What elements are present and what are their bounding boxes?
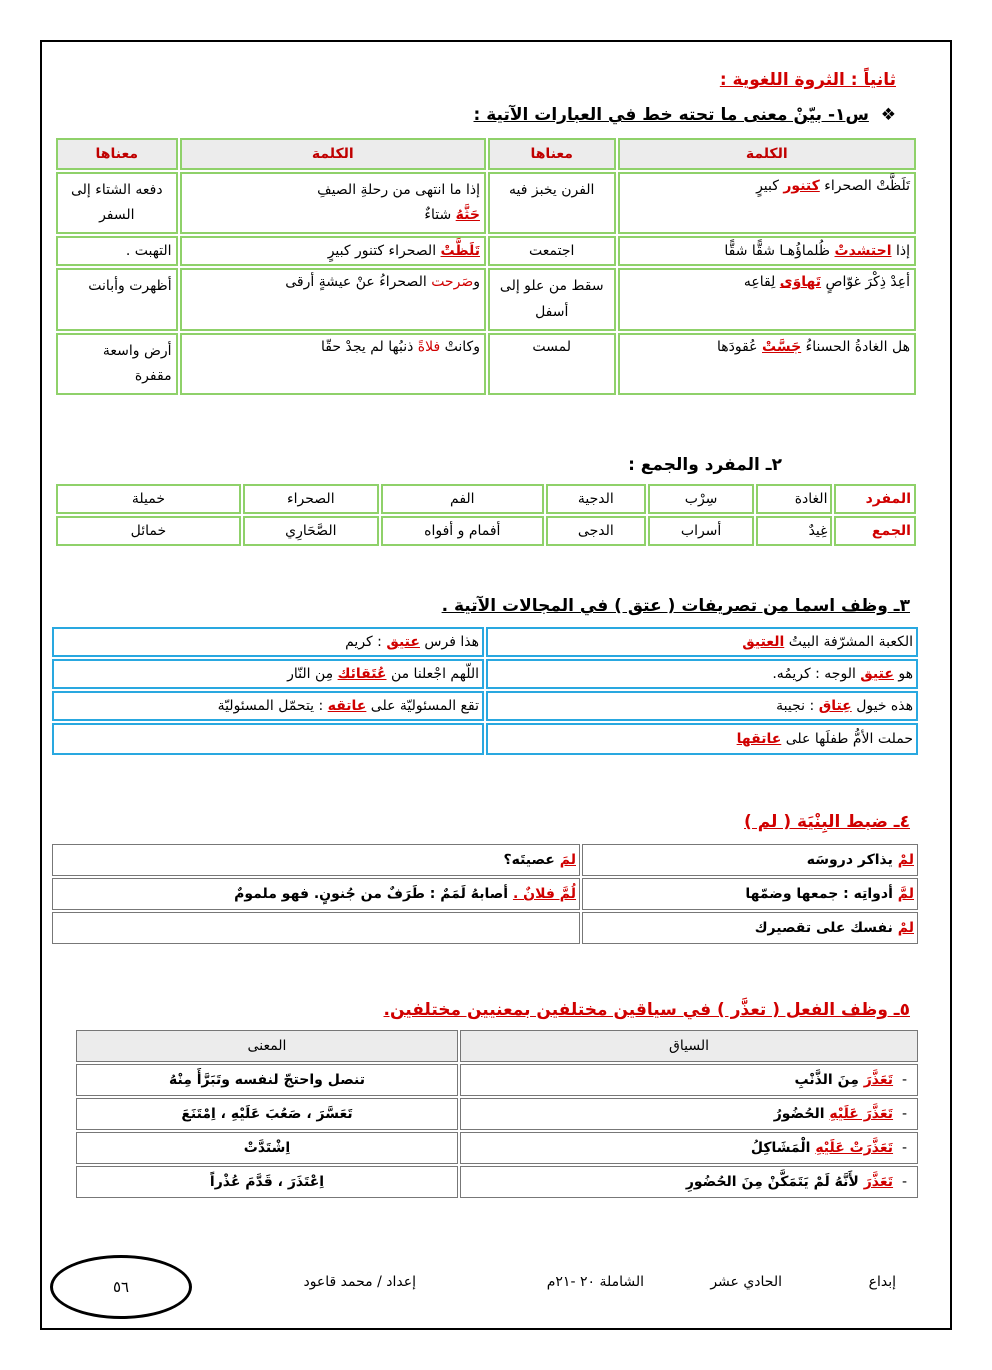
singular-cell: الدجية bbox=[546, 484, 646, 514]
q5-context: - تَعَذَّرَ عَلَيْهِ الحُضُورُ bbox=[460, 1098, 918, 1130]
q5-context: - تَعَذَّرَ مِنَ الذَّنْبِ bbox=[460, 1064, 918, 1096]
q1-meaning: سقط من علو إلى أسفل bbox=[488, 268, 616, 330]
q1-sentence: وكانتْ فلاةً ذنبُها لم يجدْ حقّا bbox=[180, 333, 486, 395]
q5-table bbox=[74, 1028, 920, 1200]
q1-header-meaning: معناها bbox=[56, 138, 178, 170]
page-number: ٥٦ bbox=[50, 1255, 192, 1319]
q1-meaning: دفعه الشتاء إلى السفر bbox=[56, 172, 178, 234]
q1-table bbox=[54, 136, 918, 397]
q4-usage: لمَ عصيتَه؟ bbox=[52, 844, 580, 876]
q4-row bbox=[52, 878, 918, 910]
q3-usage: هذا فرس عتيق : كريم bbox=[52, 627, 484, 657]
q1-row bbox=[56, 268, 916, 330]
q1-sentence: تَلَظَّتْ الصحراء كتنور كبيرٍ bbox=[618, 172, 917, 234]
q3-usage: هذه خيول عِتاق : نجيبة bbox=[486, 691, 918, 721]
q1-meaning: الفرن يخبز فيه bbox=[488, 172, 616, 234]
q4-row bbox=[52, 912, 918, 944]
q3-usage bbox=[52, 723, 484, 755]
q2-table bbox=[54, 482, 918, 548]
diamond-bullet-icon: ❖ bbox=[880, 105, 896, 125]
q5-header-meaning: المعنى bbox=[76, 1030, 458, 1062]
q5-row bbox=[76, 1064, 918, 1096]
q1-header-meaning: معناها bbox=[488, 138, 616, 170]
q3-table bbox=[50, 625, 920, 757]
q5-header-context: السياق bbox=[460, 1030, 918, 1062]
q1-row bbox=[56, 236, 916, 266]
q3-row bbox=[52, 723, 918, 755]
q1-sentence: وصَرحت الصحراءُ عنْ عيشةٍ أرقى bbox=[180, 268, 486, 330]
q3-usage: الكعبة المشرّفة البيتُ العتيق bbox=[486, 627, 918, 657]
page-title: ثانياً : الثروة اللغوية : bbox=[719, 70, 896, 90]
q5-title: ٥ـ وظف الفعل ( تعذَّر ) في سياقين مختلفين بمعنيين مختلفين. bbox=[383, 1000, 910, 1020]
q5-context: - تَعَذَّرَتْ عَلَيْهِ الْمَشَاكِلُ bbox=[460, 1132, 918, 1164]
q1-header-word: الكلمة bbox=[618, 138, 917, 170]
plural-cell: أسراب bbox=[648, 516, 755, 546]
q4-usage: لمْ يذاكر دروسَه bbox=[582, 844, 918, 876]
q1-meaning: التهبت . bbox=[56, 236, 178, 266]
q5-context: - تَعَذَّرَ لأَنَّهُ لَمْ يَتَمَكَّنْ مِنَ الحُضُورِ bbox=[460, 1166, 918, 1198]
plural-cell: خمائل bbox=[56, 516, 241, 546]
q4-usage: لمَّ أدواتِه : جمعها وضمّها bbox=[582, 878, 918, 910]
singular-cell: الغادة bbox=[756, 484, 832, 514]
plural-cell: غِيدٌ bbox=[756, 516, 832, 546]
q5-meaning: تنصل واحتجّ لنفسه وتَبَرَّأَ مِنْهُ bbox=[76, 1064, 458, 1096]
q5-meaning: اِعْتَذَرَ ، قَدَّمَ عُذْراً bbox=[76, 1166, 458, 1198]
q1-sentence: تَلَظَّتْ الصحراء كتنور كبيرٍ bbox=[180, 236, 486, 266]
singular-cell: سِرْب bbox=[648, 484, 755, 514]
q1-sentence: إذا ما انتهى من رحلةِ الصيفِ حَثَّهُ شتاءٌ bbox=[180, 172, 486, 234]
q3-usage: اللّهم اجْعلنا من عُتَقائك مِن النّار bbox=[52, 659, 484, 689]
q4-usage: لمْ نفسك على تقصيرك bbox=[582, 912, 918, 944]
q1-meaning: لمست bbox=[488, 333, 616, 395]
q5-row bbox=[76, 1166, 918, 1198]
q5-meaning: اِشْتَدَّتْ bbox=[76, 1132, 458, 1164]
q4-table bbox=[50, 842, 920, 946]
footer-edition: الشاملة ٢٠ -٢١م bbox=[546, 1274, 644, 1290]
q1-sentence: أعِدْ ذِكْرَ غوّاصٍ تَهاوَى لِقاعِه bbox=[618, 268, 917, 330]
footer-brand: إبداع bbox=[868, 1274, 896, 1290]
plural-cell: أفمام و أفواه bbox=[381, 516, 544, 546]
q1-meaning: أظهرت وأبانت bbox=[56, 268, 178, 330]
q1-title: ❖ س١- بيّنْ معنى ما تحته خط في العبارات الآتية : bbox=[473, 105, 896, 125]
q5-meaning: تَعَسَّرَ ، صَعُبَ عَلَيْهِ ، اِمْتَنَعَ bbox=[76, 1098, 458, 1130]
q1-meaning: أرض واسعة مقفرة bbox=[56, 333, 178, 395]
q3-usage: حملت الأمُّ طفلَها على عاتقها bbox=[486, 723, 918, 755]
plural-cell: الصَّحَارِي bbox=[243, 516, 379, 546]
q2-title: ٢ـ المفرد والجمع : bbox=[628, 455, 782, 475]
q1-sentence: إذا احتشدتْ ظُلماؤُهـا شقًّا شقًّا bbox=[618, 236, 917, 266]
q1-header-word: الكلمة bbox=[180, 138, 486, 170]
q4-usage bbox=[52, 912, 580, 944]
q4-title: ٤ـ ضبط البِنْيَة ( لم ) bbox=[744, 812, 910, 832]
q3-row bbox=[52, 691, 918, 721]
q4-usage: لُمَّ فلانٌ . أصابهُ لَمَمٌ : طَرَفٌ من جُنونٍ. فهو ملمومٌ bbox=[52, 878, 580, 910]
footer-author: إعداد / محمد قاعود bbox=[303, 1274, 416, 1290]
plural-cell: الدجى bbox=[546, 516, 646, 546]
q1-sentence: هل الغادةُ الحسناءُ جَسَّتْ عُقودَها bbox=[618, 333, 917, 395]
q1-meaning: اجتمعت bbox=[488, 236, 616, 266]
q5-row bbox=[76, 1098, 918, 1130]
q3-usage: هو عتيق الوجه : كريمُه. bbox=[486, 659, 918, 689]
q4-row bbox=[52, 844, 918, 876]
footer-grade: الحادي عشر bbox=[710, 1274, 782, 1290]
q3-row bbox=[52, 659, 918, 689]
singular-cell: خميلة bbox=[56, 484, 241, 514]
q1-row bbox=[56, 333, 916, 395]
singular-cell: الفم bbox=[381, 484, 544, 514]
q3-title: ٣ـ وظف اسما من تصريفات ( عتق ) في المجالات الآتية . bbox=[441, 596, 910, 616]
singular-cell: الصحراء bbox=[243, 484, 379, 514]
q5-row bbox=[76, 1132, 918, 1164]
q3-usage: تقع المسئوليّة على عاتقه : يتحمّل المسئوليّة bbox=[52, 691, 484, 721]
q3-row bbox=[52, 627, 918, 657]
plural-label: الجمع bbox=[834, 516, 916, 546]
singular-label: المفرد bbox=[834, 484, 916, 514]
q1-row bbox=[56, 172, 916, 234]
